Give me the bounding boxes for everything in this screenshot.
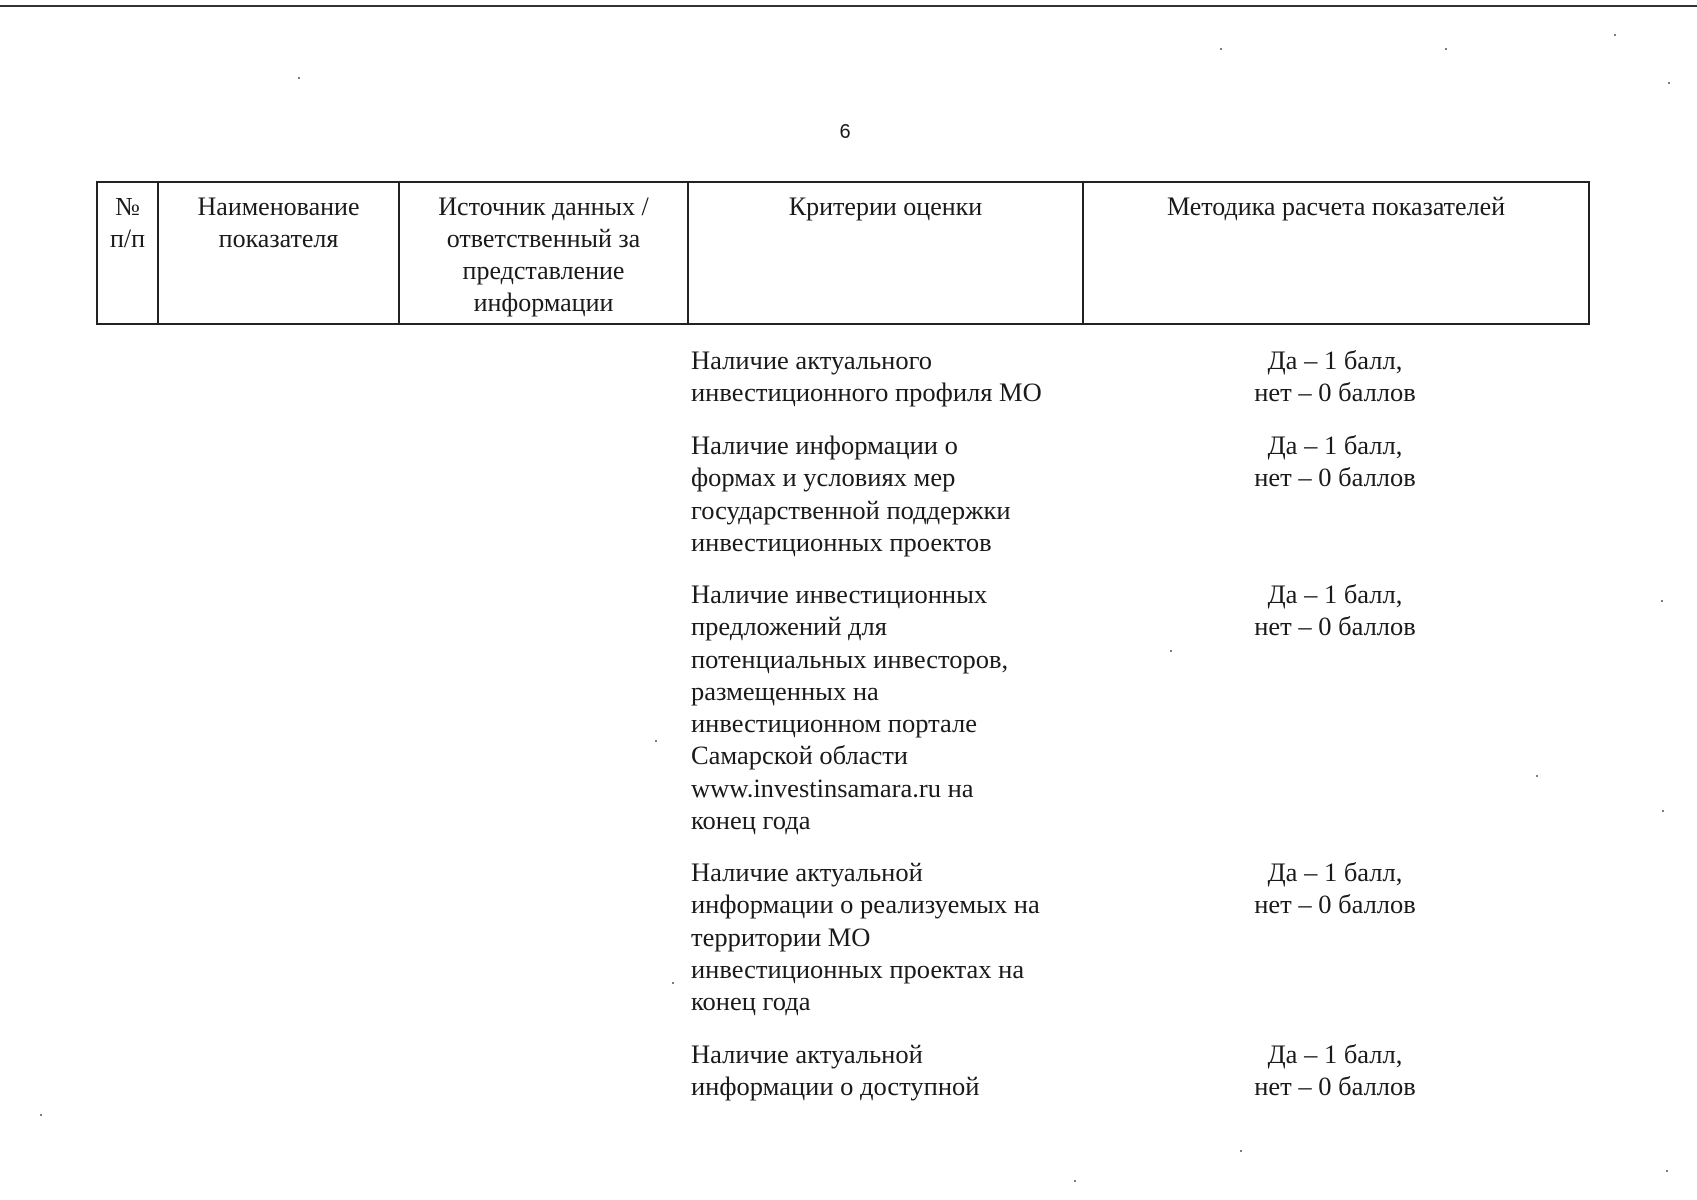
score-line: Да – 1 балл, <box>1267 579 1403 609</box>
score-cell <box>1170 578 1500 643</box>
scan-speck <box>1240 1150 1242 1152</box>
header-method-line: Методика расчета показателей <box>1166 192 1506 221</box>
scan-speck <box>1661 600 1663 602</box>
criteria-line: информации о доступной <box>691 1071 980 1102</box>
score-line: нет – 0 баллов <box>1254 1071 1416 1102</box>
score-cell <box>1170 856 1500 921</box>
score-line: Да – 1 балл, <box>1267 1039 1403 1069</box>
header-indicator-name <box>158 182 399 324</box>
criteria-cell <box>691 856 1091 1017</box>
criteria-line: www.investinsamara.ru на <box>691 772 974 803</box>
criteria-line: Наличие актуальной <box>691 857 923 887</box>
criteria-line: Самарской области <box>691 740 908 771</box>
score-line: Да – 1 балл, <box>1267 857 1403 887</box>
header-indicator-name-line: Наименование <box>197 192 360 221</box>
score-cell <box>1170 1038 1500 1103</box>
header-data-source-line: ответственный за <box>446 224 641 253</box>
criteria-line: предложений для <box>691 611 887 642</box>
scan-speck <box>1220 48 1222 50</box>
header-method <box>1083 182 1589 324</box>
scan-speck <box>1074 1180 1076 1182</box>
score-cell <box>1170 429 1500 494</box>
criteria-line: территории МО <box>691 921 871 952</box>
criteria-line: Наличие информации о <box>691 430 958 460</box>
criteria-line: инвестиционных проектов <box>691 526 992 557</box>
scan-speck <box>1445 48 1447 50</box>
criteria-line: Наличие инвестиционных <box>691 579 988 609</box>
header-number-line: п/п <box>109 224 146 253</box>
criteria-line: инвестиционном портале <box>691 708 978 739</box>
page-number: 6 <box>839 121 851 143</box>
scan-speck <box>1614 34 1616 36</box>
header-criteria-line: Критерии оценки <box>788 192 983 221</box>
criteria-line: потенциальных инвесторов, <box>691 643 1009 674</box>
criteria-line: конец года <box>691 805 811 836</box>
scan-speck <box>298 77 300 79</box>
header-data-source-line: представление <box>462 256 625 285</box>
score-line: Да – 1 балл, <box>1267 345 1403 375</box>
scan-speck <box>672 982 674 984</box>
criteria-line: размещенных на <box>691 675 879 706</box>
criteria-line: конец года <box>691 986 811 1017</box>
score-line: нет – 0 баллов <box>1254 611 1416 642</box>
criteria-cell <box>691 1038 1091 1103</box>
criteria-cell <box>691 429 1091 558</box>
header-data-source-line: информации <box>473 288 614 317</box>
scan-speck <box>1662 810 1664 812</box>
criteria-line: формах и условиях мер <box>691 462 956 493</box>
header-number-line: № <box>115 192 140 221</box>
scan-speck <box>1668 82 1670 84</box>
criteria-line: информации о реализуемых на <box>691 889 1040 920</box>
score-line: Да – 1 балл, <box>1267 430 1403 460</box>
header-data-source <box>399 182 688 324</box>
header-criteria <box>688 182 1083 324</box>
header-data-source-line: Источник данных / <box>438 192 649 221</box>
score-cell <box>1170 344 1500 409</box>
header-number <box>97 182 158 324</box>
criteria-line: инвестиционных проектах на <box>691 953 1025 984</box>
criteria-cell <box>691 344 1091 409</box>
criteria-cell <box>691 578 1091 836</box>
header-indicator-name-line: показателя <box>218 224 339 253</box>
scan-speck <box>1666 1170 1668 1172</box>
top-rule <box>0 5 1697 7</box>
scan-speck <box>1536 775 1538 777</box>
criteria-line: Наличие актуального <box>691 345 933 375</box>
criteria-line: государственной поддержки <box>691 494 1011 525</box>
score-line: нет – 0 баллов <box>1254 462 1416 493</box>
scan-speck <box>1170 650 1172 652</box>
scan-speck <box>655 740 657 742</box>
score-line: нет – 0 баллов <box>1254 377 1416 408</box>
criteria-line: инвестиционного профиля МО <box>691 377 1042 408</box>
scan-speck <box>40 1114 42 1116</box>
criteria-line: Наличие актуальной <box>691 1039 923 1069</box>
score-line: нет – 0 баллов <box>1254 889 1416 920</box>
table-header <box>96 181 1590 325</box>
